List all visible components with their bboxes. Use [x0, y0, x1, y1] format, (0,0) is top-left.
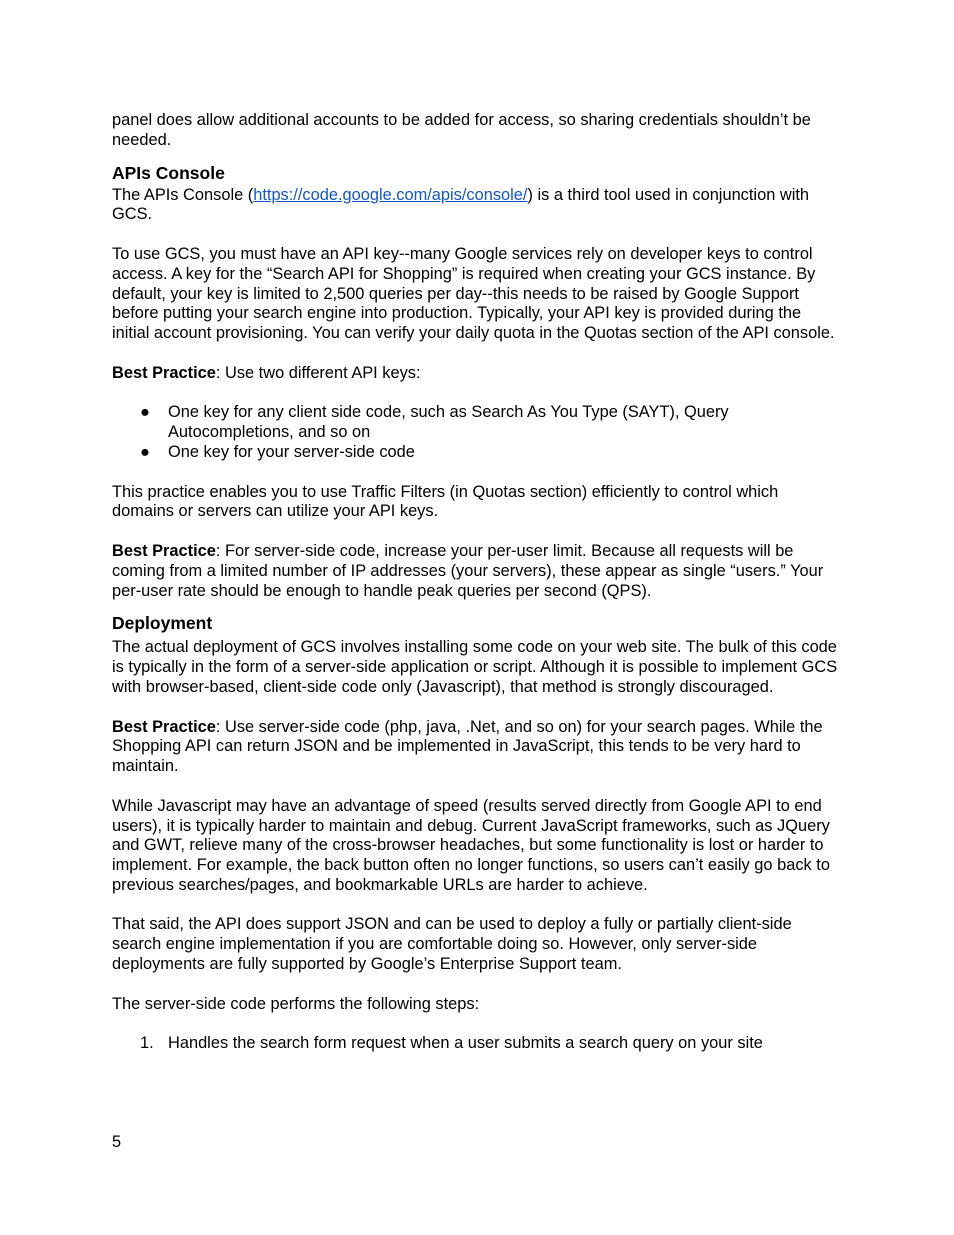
best-practice-text: : For server-side code, increase your per-user limit. Because all requests will be coming from a limited number of IP addresses (your servers), these appear as single “users.” Your per-user rate should be enough to handle peak queries per second (QPS).: [112, 541, 824, 600]
paragraph-javascript: While Javascript may have an advantage of speed (results served directly from Google API to end users), it is typically harder to maintain and debug. Current JavaScript frameworks, such as JQuery and GWT, relieve many of the cross-browser headaches, but some functionality is lost or harder to implement. For example, the back button often no longer functions, so users can’t easily go back to previous searches/pages, and bookmarkable URLs are harder to achieve.: [112, 796, 830, 894]
heading-apis-console: APIs Console: [112, 162, 225, 183]
bullet-icon: ●: [140, 403, 150, 422]
list-item: [112, 443, 842, 463]
best-practice-text: : Use two different API keys:: [215, 363, 421, 382]
api-keys-list: [112, 403, 842, 462]
list-item: [112, 1034, 842, 1054]
paragraph-steps-intro: The server-side code performs the following steps:: [112, 994, 480, 1013]
list-item: [112, 403, 842, 443]
list-number: 1.: [140, 1034, 154, 1053]
apis-console-link[interactable]: https://code.google.com/apis/console/: [253, 185, 528, 204]
page-number: 5: [112, 1133, 122, 1151]
best-practice-text: : Use server-side code (php, java, .Net, and so on) for your search pages. While the Shopping API can return JSON and be implemented in JavaScript, this tends to be very hard to maintain.: [112, 717, 823, 776]
bullet-icon: ●: [140, 442, 150, 461]
paragraph-traffic-filters: This practice enables you to use Traffic Filters (in Quotas section) efficiently to control which domains or servers can utilize your API keys.: [112, 482, 779, 521]
paragraph-deployment: The actual deployment of GCS involves installing some code on your web site. The bulk of this code is typically in the form of a server-side application or script. Although it is possible to implement GCS with browser-based, client-side code only (Javascript), that method is strongly discouraged.: [112, 638, 838, 696]
paragraph-apis-console: [112, 186, 842, 226]
paragraph-json-support: That said, the API does support JSON and can be used to deploy a fully or partially client-side search engine implementation if you are comfortable doing so. However, only server-side deployments are fully supported by Google’s Enterprise Support team.: [112, 915, 792, 974]
best-practice-label: Best Practice: [112, 541, 216, 560]
best-practice-label: Best Practice: [112, 717, 216, 736]
apis-console-text-before: The APIs Console (: [112, 185, 254, 204]
paragraph-api-key: To use GCS, you must have an API key--many Google services rely on developer keys to control access. A key for the “Search API for Shopping” is required when creating your GCS instance. By default, your key is limited to 2,500 queries per day--this needs to be raised by Google Support before putting your search engine into production. Typically, your API key is provided during the initial account provisioning. You can verify your daily quota in the Quotas section of the API console.: [112, 244, 835, 343]
paragraph-intro: panel does allow additional accounts to be added for access, so sharing credentials shouldn’t be needed.: [112, 111, 811, 149]
heading-deployment: Deployment: [112, 613, 213, 634]
apis-console-text-after: ) is a third tool used in conjunction with GCS.: [112, 185, 810, 224]
best-practice-api-keys: [112, 364, 842, 384]
best-practice-per-user-limit: [112, 542, 842, 601]
document-page: [112, 111, 842, 1054]
list-item-text: Handles the search form request when a user submits a search query on your site: [168, 1034, 763, 1053]
server-side-steps-list: [112, 1034, 842, 1054]
best-practice-server-side: [112, 718, 842, 777]
list-item-text: One key for any client side code, such as Search As You Type (SAYT), Query Autocompletions, and so on: [168, 403, 729, 442]
best-practice-label: Best Practice: [112, 363, 216, 382]
list-item-text: One key for your server-side code: [168, 442, 415, 461]
